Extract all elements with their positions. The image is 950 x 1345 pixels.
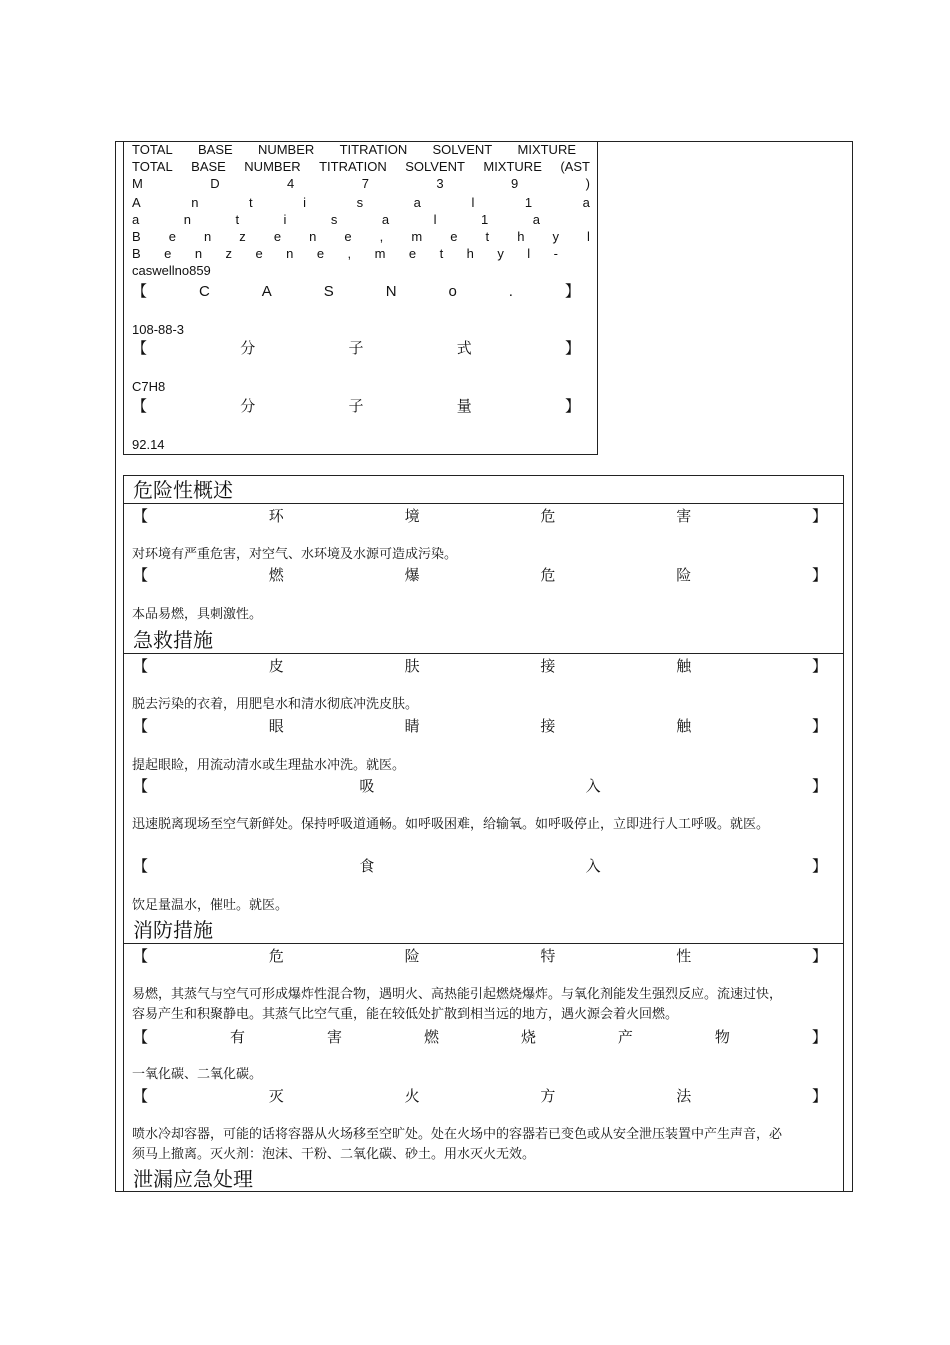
text-token: 分 xyxy=(240,340,256,357)
text-token: 触 xyxy=(676,657,692,675)
text-token: e xyxy=(273,229,282,244)
text-token: N xyxy=(385,283,397,300)
divider xyxy=(123,943,844,944)
text-token: 灭 xyxy=(268,1087,284,1105)
text-token: 子 xyxy=(348,398,364,415)
text-token: 】 xyxy=(811,857,827,875)
text-token: 】 xyxy=(811,1087,827,1105)
text-token: e xyxy=(255,246,263,261)
text-token: BASE xyxy=(197,142,233,157)
fire-hazard-text: 本品易燃，具刺激性。 xyxy=(132,607,263,622)
text-token: y xyxy=(497,246,504,261)
cas-label xyxy=(132,283,580,301)
text-token: 【 xyxy=(132,398,148,415)
divider xyxy=(123,653,844,654)
text-token: 子 xyxy=(348,340,364,357)
text-token: 】 xyxy=(811,717,827,735)
text-token: 食 xyxy=(359,857,375,875)
text-token: 】 xyxy=(564,398,580,415)
text-token: 【 xyxy=(133,717,149,735)
text-token: i xyxy=(303,195,307,210)
text-token: a xyxy=(582,195,590,210)
inhalation-text: 迅速脱离现场至空气新鲜处。保持呼吸道通畅。如呼吸困难，给输氧。如呼吸停止，立即进行人工呼吸。就医。 xyxy=(132,817,770,832)
text-token: 爆 xyxy=(404,566,420,584)
divider xyxy=(123,503,844,504)
text-token: B xyxy=(132,229,141,244)
text-token: 燃 xyxy=(423,1028,439,1046)
text-token: 】 xyxy=(811,507,827,525)
combustion-products-text: 一氧化碳、二氧化碳。 xyxy=(132,1067,263,1082)
text-token: 【 xyxy=(132,340,148,357)
text-token: 危 xyxy=(540,507,556,525)
text-token: a xyxy=(132,212,140,227)
text-token: 量 xyxy=(456,398,472,415)
section-heading-first-aid: 急救措施 xyxy=(133,628,213,652)
text-token: 】 xyxy=(811,947,827,965)
text-token: 险 xyxy=(676,566,692,584)
text-token: 险 xyxy=(404,947,420,965)
text-token: TITRATION xyxy=(319,159,387,174)
text-token: 】 xyxy=(811,777,827,795)
text-token: i xyxy=(283,212,287,227)
text-token: 入 xyxy=(585,777,601,795)
text-token: o xyxy=(448,283,457,300)
text-token: 1 xyxy=(481,212,489,227)
text-token: 【 xyxy=(133,857,149,875)
weight-value: 92.14 xyxy=(132,437,165,452)
text-token: 有 xyxy=(229,1028,245,1046)
text-token: 性 xyxy=(676,947,692,965)
text-token: a xyxy=(532,212,540,227)
text-token: ) xyxy=(585,176,590,191)
text-token: , xyxy=(347,246,352,261)
text-token: e xyxy=(344,229,352,244)
text-token: 燃 xyxy=(268,566,284,584)
text-token: e xyxy=(408,246,417,261)
id-line-8: caswellno859 xyxy=(132,263,211,278)
text-token: l xyxy=(471,195,475,210)
inhalation-label xyxy=(133,777,827,795)
ingestion-text: 饮足量温水，催吐。就医。 xyxy=(132,898,289,913)
text-token: t xyxy=(439,246,444,261)
text-token: l xyxy=(433,212,437,227)
id-line-5 xyxy=(132,212,540,228)
text-token: BASE xyxy=(191,159,226,174)
text-token: 物 xyxy=(714,1028,730,1046)
text-token: NUMBER xyxy=(257,142,315,157)
danger-props-text: 易燃，其蒸气与空气可形成爆炸性混合物，遇明火、高热能引起燃烧爆炸。与氧化剂能发生强烈反应。流速过快，容易产生和积聚静电。其蒸气比空气重，能在较低处扩散到相当远的地方，遇火源会着火回燃。 xyxy=(132,987,783,1022)
text-token: s xyxy=(356,195,364,210)
text-token: 式 xyxy=(456,340,472,357)
text-token: (AST xyxy=(560,159,590,174)
text-token: n xyxy=(194,246,203,261)
formula-label xyxy=(132,340,580,358)
text-token: h xyxy=(466,246,474,261)
text-token: e xyxy=(450,229,458,244)
text-token: e xyxy=(168,229,176,244)
text-token: z xyxy=(225,246,232,261)
text-token: MIXTURE xyxy=(483,159,542,174)
text-token: h xyxy=(517,229,525,244)
text-token: , xyxy=(379,229,384,244)
text-token: 1 xyxy=(524,195,533,210)
text-token: A xyxy=(261,283,272,300)
text-token: 危 xyxy=(268,947,284,965)
text-token: t xyxy=(235,212,240,227)
text-token: m xyxy=(411,229,423,244)
text-token: 】 xyxy=(564,340,580,357)
text-token: TOTAL xyxy=(132,159,173,174)
text-token: 接 xyxy=(540,657,556,675)
text-token: 【 xyxy=(133,566,149,584)
text-token: e xyxy=(316,246,325,261)
text-token: 【 xyxy=(133,947,149,965)
text-token: 【 xyxy=(133,507,149,525)
section-heading-firefighting: 消防措施 xyxy=(133,918,213,942)
text-token: 入 xyxy=(585,857,601,875)
skin-contact-label xyxy=(133,657,827,675)
text-token: 法 xyxy=(676,1087,692,1105)
cas-value: 108-88-3 xyxy=(132,322,185,337)
eye-contact-text: 提起眼睑，用流动清水或生理盐水冲洗。就医。 xyxy=(132,758,406,773)
text-token: n xyxy=(309,229,317,244)
text-token: 环 xyxy=(268,507,284,525)
text-token: n xyxy=(286,246,294,261)
text-token: C xyxy=(198,283,210,300)
id-line-6 xyxy=(132,229,590,245)
extinguish-method-text: 喷水冷却容器，可能的话将容器从火场移至空旷处。处在火场中的容器若已变色或从安全泄压装置中产生声音，必须马上撤离。灭火剂：泡沫、干粉、二氧化碳、砂土。用水灭火无效。 xyxy=(132,1127,783,1162)
text-token: B xyxy=(132,246,141,261)
id-line-7 xyxy=(132,246,558,262)
text-token: l xyxy=(527,246,531,261)
text-token: 】 xyxy=(811,657,827,675)
text-token: n xyxy=(191,195,199,210)
text-token: 皮 xyxy=(268,657,284,675)
text-token: 方 xyxy=(540,1087,556,1105)
id-line-3 xyxy=(132,176,590,192)
skin-contact-text: 脱去污染的衣着，用肥皂水和清水彻底冲洗皮肤。 xyxy=(132,697,419,712)
eye-contact-label xyxy=(133,717,827,735)
section-heading-spill: 泄漏应急处理 xyxy=(133,1167,253,1191)
text-token: 危 xyxy=(540,566,556,584)
text-token: 产 xyxy=(617,1028,633,1046)
text-token: n xyxy=(204,229,212,244)
text-token: z xyxy=(239,229,246,244)
text-token: - xyxy=(553,246,558,261)
text-token: SOLVENT xyxy=(432,142,493,157)
text-token: t xyxy=(485,229,490,244)
text-token: 【 xyxy=(133,1087,149,1105)
text-token: 4 xyxy=(287,176,295,191)
text-token: SOLVENT xyxy=(405,159,465,174)
text-token: e xyxy=(164,246,172,261)
text-token: y xyxy=(552,229,559,244)
text-token: 害 xyxy=(326,1028,342,1046)
text-token: s xyxy=(330,212,338,227)
formula-value: C7H8 xyxy=(132,379,166,394)
text-token: 境 xyxy=(404,507,420,525)
fire-hazard-label xyxy=(133,566,827,584)
env-hazard-label xyxy=(133,507,827,525)
danger-props-label xyxy=(133,947,827,965)
text-token: 【 xyxy=(133,777,149,795)
text-token: MIXTURE xyxy=(517,142,576,157)
text-token: 睛 xyxy=(404,717,420,735)
ingestion-label xyxy=(133,857,827,875)
weight-label xyxy=(132,398,580,416)
combustion-products-label xyxy=(133,1028,827,1046)
text-token: . xyxy=(508,283,513,300)
text-token: 【 xyxy=(132,283,148,300)
text-token: TOTAL xyxy=(132,142,173,157)
text-token: 烧 xyxy=(520,1028,536,1046)
id-line-2 xyxy=(132,159,590,175)
text-token: 7 xyxy=(361,176,369,191)
text-token: 害 xyxy=(676,507,692,525)
text-token: 眼 xyxy=(268,717,284,735)
text-token: 】 xyxy=(811,566,827,584)
text-token: TITRATION xyxy=(339,142,408,157)
text-token: 火 xyxy=(404,1087,420,1105)
text-token: 触 xyxy=(676,717,692,735)
text-token: 特 xyxy=(540,947,556,965)
env-hazard-text: 对环境有严重危害，对空气、水环境及水源可造成污染。 xyxy=(132,547,458,562)
id-line-4 xyxy=(132,195,590,211)
text-token: l xyxy=(587,229,590,244)
text-token: 】 xyxy=(564,283,580,300)
text-token: M xyxy=(132,176,143,191)
text-token: 接 xyxy=(540,717,556,735)
text-token: m xyxy=(374,246,386,261)
text-token: 肤 xyxy=(404,657,420,675)
text-token: 9 xyxy=(510,176,519,191)
text-token: a xyxy=(381,212,390,227)
extinguish-method-label xyxy=(133,1087,827,1105)
text-token: 【 xyxy=(133,657,149,675)
section-heading-hazards: 危险性概述 xyxy=(133,478,233,502)
text-token: 【 xyxy=(133,1028,149,1046)
text-token: 】 xyxy=(811,1028,827,1046)
text-token: n xyxy=(183,212,191,227)
text-token: a xyxy=(413,195,421,210)
text-token: A xyxy=(132,195,141,210)
text-token: S xyxy=(323,283,334,300)
id-line-1 xyxy=(132,142,576,158)
text-token: 分 xyxy=(240,398,256,415)
text-token: 吸 xyxy=(359,777,375,795)
text-token: 3 xyxy=(436,176,444,191)
text-token: t xyxy=(249,195,253,210)
text-token: D xyxy=(210,176,220,191)
text-token: NUMBER xyxy=(244,159,301,174)
